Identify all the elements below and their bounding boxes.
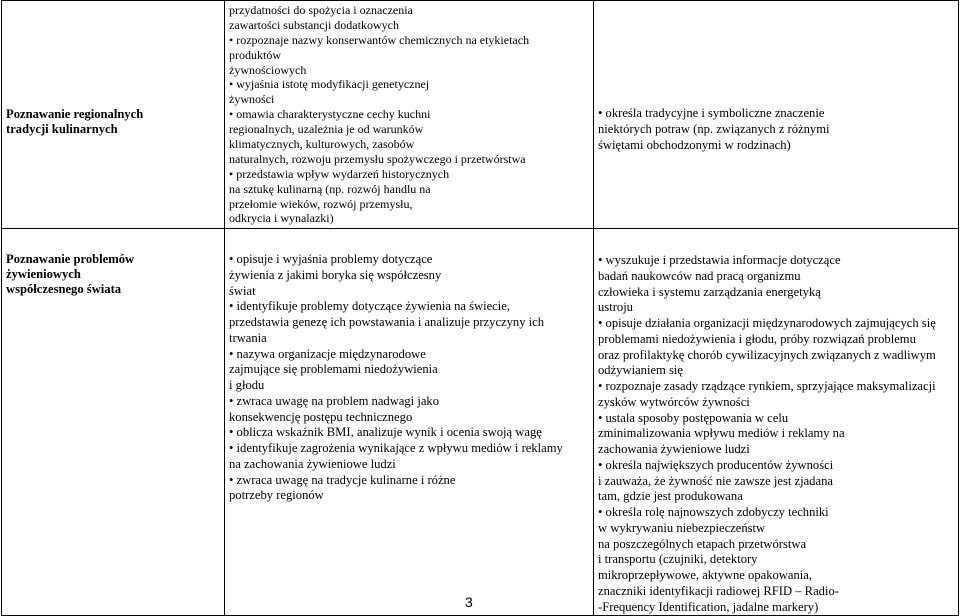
text-line: mikroprzepływowe, aktywne opakowania, xyxy=(598,568,813,582)
text-line: zachowania żywieniowe ludzi xyxy=(598,442,750,456)
text-line: i zauważa, że żywność nie zawsze jest zjadana xyxy=(598,473,833,488)
text-line: przełomie wieków, rozwój przemysłu, xyxy=(229,196,413,211)
text-line: i głodu xyxy=(229,378,265,392)
text-line: • ustala sposoby postępowania w celu xyxy=(598,410,789,425)
text-line: znaczniki identyfikacji radiowej RFID – Radio- xyxy=(598,583,839,598)
text-line: • przedstawia wpływ wydarzeń historycznych xyxy=(229,166,450,181)
text-line: • wyjaśnia istotę modyfikacji genetycznej xyxy=(229,77,430,92)
text-line: naturalnych, rozwoju przemysłu spożywczego i przetwórstwa xyxy=(229,151,526,166)
text-line: zawartości substancji dodatkowych xyxy=(229,17,399,32)
skills-list xyxy=(229,3,593,226)
page-number: 3 xyxy=(465,594,473,610)
text-line: • identyfikuje problemy dotyczące żywienia na świecie, xyxy=(229,299,511,314)
text-line: na sztukę kulinarną (np. rozwój handlu na xyxy=(229,181,431,196)
row-title xyxy=(6,107,224,137)
text-line: • wyszukuje i przedstawia informacje dotyczące xyxy=(598,253,841,267)
text-line: na poszczególnych etapach przetwórstwa xyxy=(598,536,807,551)
text-line: świętami obchodzonymi w rodzinach) xyxy=(598,137,791,152)
text-line: i transportu (czujniki, detektory xyxy=(598,552,758,567)
row-title-line: żywieniowych xyxy=(6,267,81,281)
text-line: • opisuje działania organizacji międzynarodowych zajmujących się xyxy=(598,316,936,330)
text-line: zajmujące się problemami niedożywienia xyxy=(229,362,438,377)
extended-skills-list xyxy=(598,106,958,153)
text-line: żywienia z jakimi boryka się współczesny xyxy=(229,267,442,282)
text-line: problemami niedożywienia i głodu, próby rozwiązań problemu xyxy=(598,331,916,346)
text-line: zysków wytwórców żywności xyxy=(598,394,750,409)
extended-skills-cell xyxy=(594,229,959,616)
text-line: regionalnych, uzależnia je od warunków xyxy=(229,122,424,137)
text-line: konsekwencję postępu technicznego xyxy=(229,409,413,424)
text-line: • identyfikuje zagrożenia wynikające z wpływu mediów i reklamy xyxy=(229,441,563,455)
row-title-cell xyxy=(2,1,225,229)
text-line: człowieka i systemu zarządzania energetyką xyxy=(598,284,821,299)
text-line: tam, gdzie jest produkowana xyxy=(598,489,743,504)
row-title-line: Poznawanie problemów xyxy=(6,252,135,266)
text-line: • określa największych producentów żywności xyxy=(598,457,834,472)
text-line: • omawia charakterystyczne cechy kuchni xyxy=(229,107,431,122)
text-line: trwania xyxy=(229,330,267,345)
row-title-cell xyxy=(2,229,225,616)
row-title-line: współczesnego świata xyxy=(6,282,122,296)
text-line: • oblicza wskaźnik BMI, analizuje wynik i ocenia swoją wagę xyxy=(229,425,542,440)
curriculum-table xyxy=(1,0,959,616)
table-row xyxy=(2,229,959,616)
skills-cell xyxy=(225,1,594,229)
text-line: ustroju xyxy=(598,300,633,315)
extended-skills-cell xyxy=(594,1,959,229)
skills-list xyxy=(229,252,593,504)
text-line: • zwraca uwagę na problem nadwagi jako xyxy=(229,393,440,408)
text-line: -Frequency Identification, jadalne markery) xyxy=(598,599,819,614)
text-line: • rozpoznaje nazwy konserwantów chemicznych na etykietach xyxy=(229,32,530,47)
text-line: żywnościowych xyxy=(229,62,307,77)
text-line: przydatności do spożycia i oznaczenia xyxy=(229,3,413,17)
text-line: produktów xyxy=(229,47,281,62)
text-line: oraz profilaktykę chorób cywilizacyjnych związanych z wadliwym xyxy=(598,347,936,362)
text-line: • opisuje i wyjaśnia problemy dotyczące xyxy=(229,252,433,266)
text-line: • zwraca uwagę na tradycje kulinarne i różne xyxy=(229,472,456,487)
text-line: • określa rolę najnowszych zdobyczy techniki xyxy=(598,505,829,519)
text-line: • określa tradycyjne i symboliczne znaczenie xyxy=(598,106,825,120)
text-line: świat xyxy=(229,283,256,298)
text-line: w wykrywaniu niebezpieczeństw xyxy=(598,520,766,535)
text-line: • rozpoznaje zasady rządzące rynkiem, sprzyjające maksymalizacji xyxy=(598,379,936,393)
row-title xyxy=(6,252,224,297)
row-title-line: tradycji kulinarnych xyxy=(6,122,118,136)
text-line: zminimalizowania wpływu mediów i reklamy na xyxy=(598,426,845,441)
text-line: • nazywa organizacje międzynarodowe xyxy=(229,346,426,361)
text-line: klimatycznych, kulturowych, zasobów xyxy=(229,137,415,152)
text-line: odkrycia i wynalazki) xyxy=(229,211,334,226)
text-line: niektórych potraw (np. związanych z różnymi xyxy=(598,121,830,136)
table-row xyxy=(2,1,959,229)
text-line: na zachowania żywieniowe ludzi xyxy=(229,456,396,471)
text-line: żywności xyxy=(229,92,275,107)
skills-cell xyxy=(225,229,594,616)
text-line: badań naukowców nad pracą organizmu xyxy=(598,268,801,283)
text-line: odżywianiem się xyxy=(598,363,683,378)
extended-skills-list xyxy=(598,253,958,615)
text-line: przedstawia genezę ich powstawania i analizuje przyczyny ich xyxy=(229,315,545,329)
row-title-line: Poznawanie regionalnych xyxy=(6,107,144,121)
text-line: potrzeby regionów xyxy=(229,488,324,503)
